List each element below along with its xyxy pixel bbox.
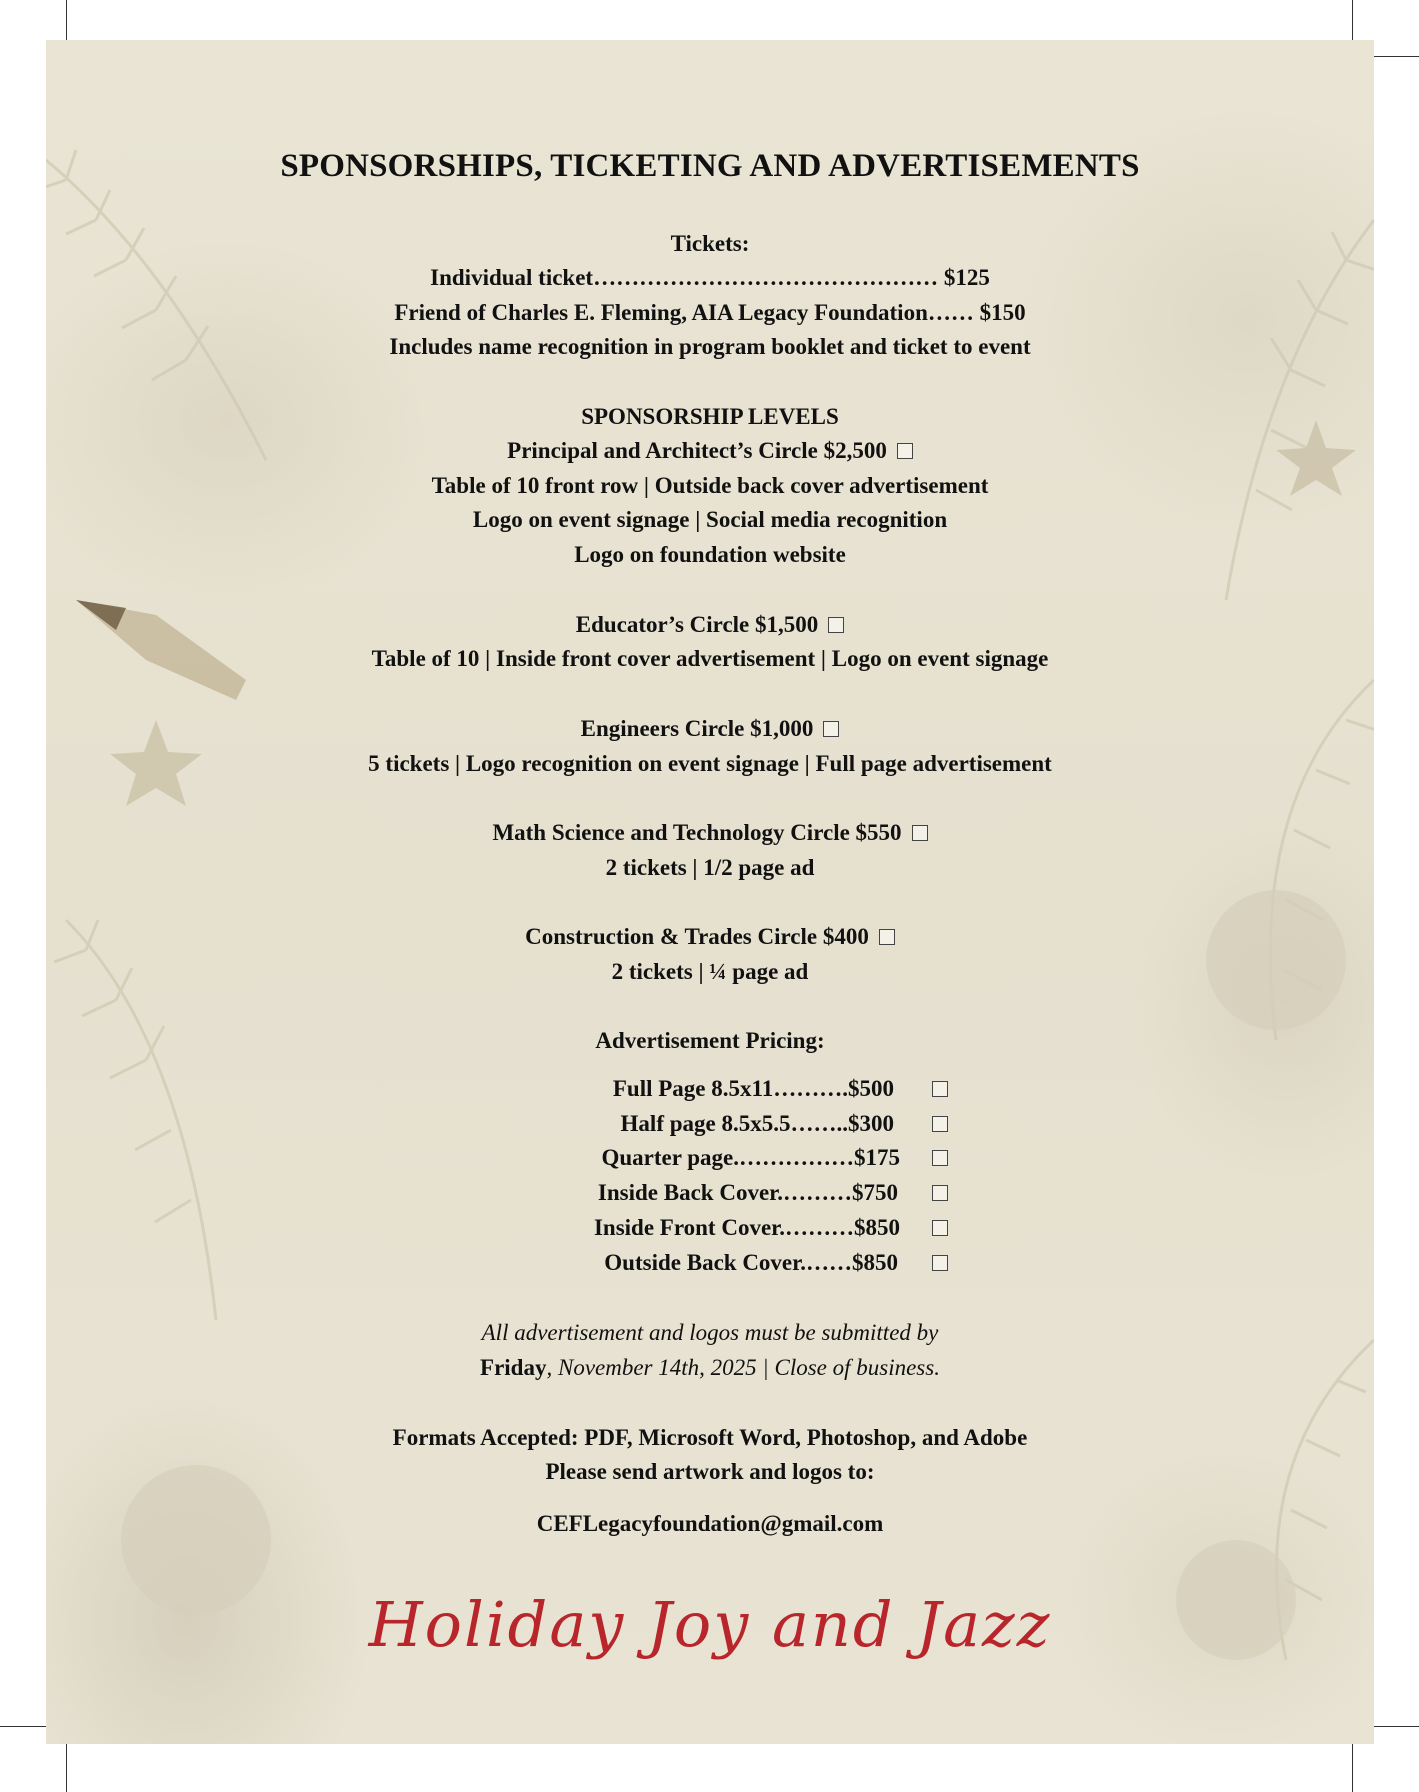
checkbox[interactable] <box>932 1185 948 1201</box>
checkbox[interactable] <box>823 721 839 737</box>
deadline-date: , November 14th, 2025 | Close of business. <box>546 1355 940 1380</box>
crop-mark <box>1352 0 1353 42</box>
sponsorship-construction <box>46 923 1374 951</box>
crop-mark <box>1374 1726 1419 1727</box>
sponsorship-heading: SPONSORSHIP LEVELS <box>581 404 839 429</box>
crop-mark <box>0 1726 46 1727</box>
ticket-friend: Friend of Charles E. Fleming, AIA Legacy Foundation…… $150 <box>394 300 1026 325</box>
contact-email[interactable]: CEFLegacyfoundation@gmail.com <box>536 1511 884 1536</box>
checkbox[interactable] <box>932 1255 948 1271</box>
flyer-content <box>46 40 1374 1744</box>
crop-mark <box>66 0 67 42</box>
sponsorship-educator-name: Educator’s Circle $1,500 <box>575 612 819 637</box>
flyer-page <box>46 40 1374 1744</box>
sponsorship-educator-benefit: Table of 10 | Inside front cover advertisement | Logo on event signage <box>371 646 1049 671</box>
sponsorship-engineers-name: Engineers Circle $1,000 <box>580 716 814 741</box>
checkbox[interactable] <box>879 929 895 945</box>
sponsorship-engineers-benefit: 5 tickets | Logo recognition on event signage | Full page advertisement <box>368 751 1052 776</box>
ad-price-label: Half page 8.5x5.5……..$300 <box>620 1111 894 1136</box>
sponsorship-construction-benefit: 2 tickets | ¼ page ad <box>611 959 809 984</box>
deadline-line-2 <box>46 1354 1374 1382</box>
sponsorship-principal-benefit: Table of 10 front row | Outside back cover advertisement <box>431 473 989 498</box>
crop-mark <box>1374 56 1419 57</box>
sponsorship-construction-name: Construction & Trades Circle $400 <box>525 924 869 949</box>
checkbox[interactable] <box>932 1081 948 1097</box>
ad-price-label: Quarter page.……………$175 <box>601 1145 900 1170</box>
page-title: SPONSORSHIPS, TICKETING AND ADVERTISEMENTS <box>280 148 1140 184</box>
ad-price-label: Full Page 8.5x11……….$500 <box>612 1076 894 1101</box>
sponsorship-engineers <box>46 715 1374 743</box>
formats-accepted: Formats Accepted: PDF, Microsoft Word, Photoshop, and Adobe <box>392 1425 1028 1450</box>
checkbox[interactable] <box>897 443 913 459</box>
checkbox[interactable] <box>932 1220 948 1236</box>
ad-price-label: Inside Back Cover.………$750 <box>597 1180 898 1205</box>
deadline-day: Friday <box>480 1355 547 1380</box>
send-artwork: Please send artwork and logos to: <box>545 1459 875 1484</box>
sponsorship-math-name: Math Science and Technology Circle $550 <box>492 820 902 845</box>
checkbox[interactable] <box>828 617 844 633</box>
ticket-includes: Includes name recognition in program booklet and ticket to event <box>389 334 1031 359</box>
sponsorship-principal <box>46 437 1374 465</box>
sponsorship-math-benefit: 2 tickets | 1/2 page ad <box>605 855 815 880</box>
checkbox[interactable] <box>932 1150 948 1166</box>
checkbox[interactable] <box>932 1116 948 1132</box>
sponsorship-math <box>46 819 1374 847</box>
sponsorship-principal-benefit: Logo on event signage | Social media recognition <box>472 507 948 532</box>
sponsorship-educator <box>46 611 1374 639</box>
sponsorship-principal-benefit: Logo on foundation website <box>574 542 846 567</box>
deadline-line-1: All advertisement and logos must be submitted by <box>481 1320 939 1345</box>
checkbox[interactable] <box>912 825 928 841</box>
crop-mark <box>1352 1744 1353 1792</box>
event-name: Holiday Joy and Jazz <box>368 1588 1052 1661</box>
ad-price-label: Outside Back Cover.……$850 <box>604 1250 898 1275</box>
ad-price-label: Inside Front Cover.………$850 <box>593 1215 900 1240</box>
ads-heading: Advertisement Pricing: <box>595 1028 825 1053</box>
ticket-individual: Individual ticket……………………………………… $125 <box>430 265 990 290</box>
crop-mark <box>66 1744 67 1792</box>
tickets-heading: Tickets: <box>670 231 750 256</box>
sponsorship-principal-name: Principal and Architect’s Circle $2,500 <box>507 438 887 463</box>
